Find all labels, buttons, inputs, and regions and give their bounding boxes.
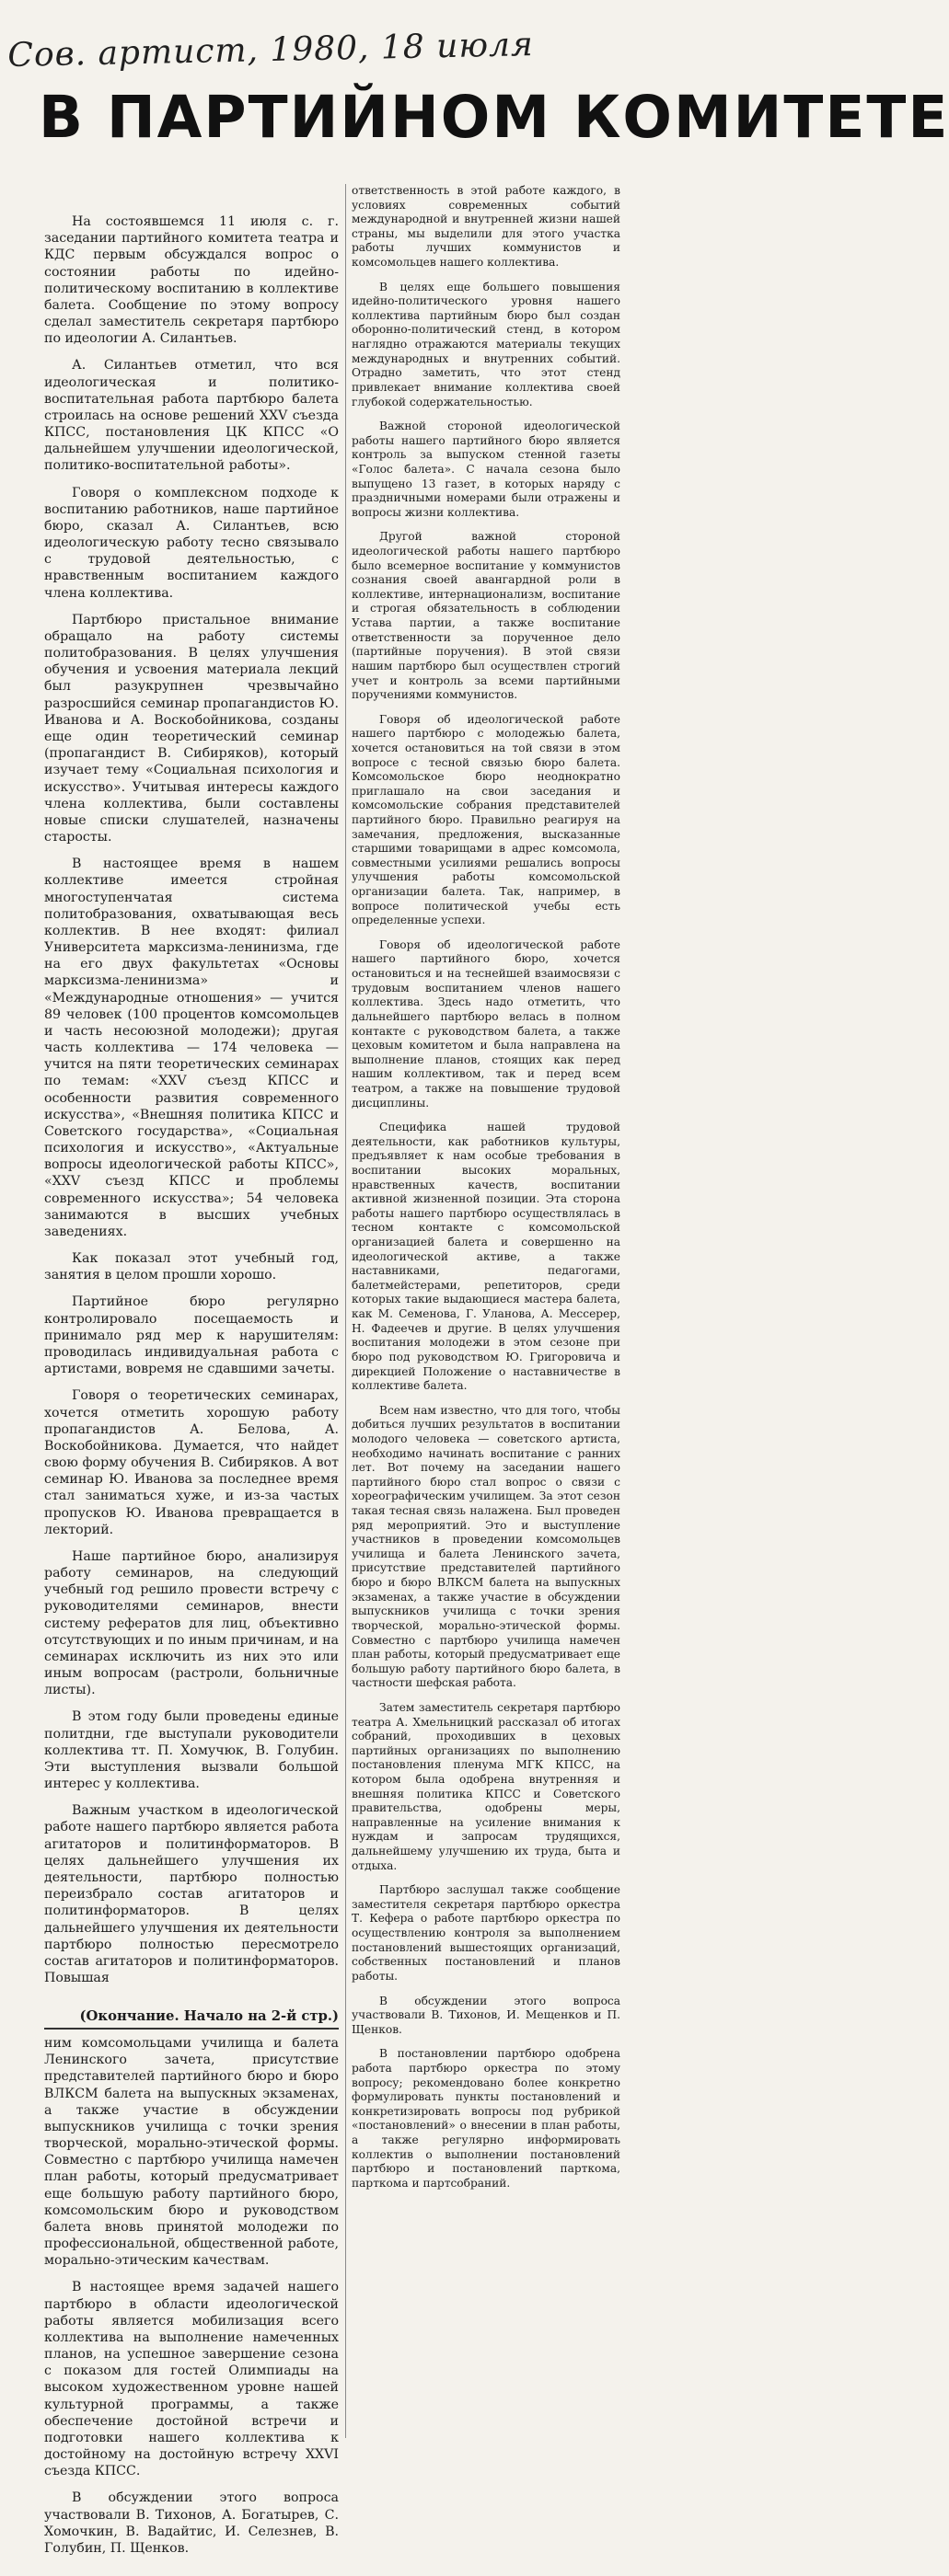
article-headline: В ПАРТИЙНОМ КОМИТЕТЕ [39,84,949,151]
paragraph: Специфика нашей трудовой деятельности, как работников культуры, предъявляет к нам особые требования в воспитании высоких моральных, нравственных качеств, воспитании активной жизненной позиции. Эта сторона работы нашего партбюро осуществлялась в тесном контакте с комсомольской организацией балета и совершенно на идеологической активе, а также наставниками, педагогами, балетмейстерами, репетиторов, среди которых такие выдающиеся мастера балета, как М. Семенова, Г. Уланова, А. Мессерер, Н. Фадеечев и другие. В целях улучшения воспитания молодежи в этом сезоне при бюро под руководством Ю. Григоровича и дирекцией Положение о наставничестве в коллективе балета. [352,1121,620,1393]
article-column-bottom-left [44,2035,339,2556]
paragraph: В настоящее время задачей нашего партбюро в области идеологической работы является мобилизация всего коллектива на выполнение намеченных планов, на успешное завершение сезона с показом для гостей Олимпиады на высоком художественном уровне нашей культурной программы, а также обеспечение достойной встречи и подготовки нашего коллектива к достойному на достойную встречу XXVI съезда КПСС. [44,2280,339,2479]
paragraph: А. Силантьев отметил, что вся идеологическая и политико-воспитательная работа партбюро балета строилась на основе решений XXV съезда КПСС, постановления ЦК КПСС «О дальнейшем улучшении идеологической, политико-воспитательной работы». [44,358,339,474]
paragraph: Говоря об идеологической работе нашего партийного бюро, хочется остановиться и на теснейшей взаимосвязи с трудовым воспитанием членов нашего коллектива. Здесь надо отметить, что дальнейшего партбюро велась в полном контакте с руководством балета, а также цеховым комитетом и была направлена на выполнение планов, стоящих как перед нашим коллективом, так и перед всем театром, а также на повышение трудовой дисциплины. [352,937,620,1110]
paragraph: Говоря о комплексном подходе к воспитанию работников, наше партийное бюро, сказал А. Силантьев, всю идеологическую работу тесно связывало с трудовой деятельностью, с нравственным воспитанием каждого члена коллектива. [44,485,339,601]
paragraph: В целях еще большего повышения идейно-политического уровня нашего коллектива партийным бюро был создан оборонно-политический стенд, в котором наглядно отражаются материалы текущих международных и внутренних событий. Отрадно заметить, что этот стенд привлекает внимание коллектива своей глубокой содержательностью. [352,280,620,408]
paragraph: В обсуждении этого вопроса участвовали В. Тихонов, И. Мещенков и П. Щенков. [352,1994,620,2036]
paragraph: Важным участком в идеологической работе нашего партбюро является работа агитаторов и политинформаторов. В целях дальнейшего улучшения их деятельности, партбюро полностью переизбрало состав агитаторов и политинформаторов. В целях дальнейшего улучшения их деятельности партбюро полностью пересмотрело состав агитаторов и политинформаторов. Повышая [44,1803,339,1986]
paragraph: Как показал этот учебный год, занятия в целом прошли хорошо. [44,1251,339,1283]
paragraph: Партбюро пристальное внимание обращало на работу системы политобразования. В целях улучшения обучения и усвоения материала лекций был разукрупнен чрезвычайно разросшийся семинар пропагандистов Ю. Иванова и А. Воскобойникова, созданы еще один теоретический семинар (пропагандист В. Сибиряков), который изучает тему «Социальная психология и искусство». Учитывая интересы каждого члена коллектива, были составлены новые списки слушателей, назначены старосты. [44,612,339,845]
paragraph: На состоявшемся 11 июля с. г. заседании партийного комитета театра и КДС первым обсуждался вопрос о состоянии работы по идейно-политическому воспитанию в коллективе балета. Сообщение по этому вопросу сделал заместитель секретаря партбюро по идеологии А. Силантьев. [44,214,339,347]
paragraph: Затем заместитель секретаря партбюро театра А. Хмельницкий рассказал об итогах собраний, проходивших в цеховых партийных организациях по выполнению постановления пленума МГК КПСС, на котором была одобрена внутренняя и внешняя политика КПСС и Советского правительства, одобрены меры, направленные на усиление внимания к нуждам и запросам трудящихся, дальнейшему улучшению их труда, быта и отдыха. [352,1700,620,1872]
continuation-note: (Окончание. Начало на 2-й стр.) [79,2008,339,2024]
paragraph: Всем нам известно, что для того, чтобы добиться лучших результатов в воспитании молодого человека — советского артиста, необходимо начинать воспитание с ранних лет. Вот почему на заседании нашего партийного бюро стал вопрос о связи с хореографическим училищем. За этот сезон такая тесная связь налажена. Был проведен ряд мероприятий. Это и выступление участников в проведении комсомольцев училища и балета Ленинского зачета, присутствие представителей партийного бюро и бюро ВЛКСМ балета на выпускных экзаменах, а также участие в обсуждении выпускников училища с точки зрения творческой, морально-этической формы. Совместно с партбюро училища намечен план работы, который предусматривает еще большую работу партийного бюро балета, в частности шефская работа. [352,1403,620,1690]
handwritten-date-note: Сов. артист, 1980, 18 июля [7,26,535,75]
paragraph: Говоря об идеологической работе нашего партбюро с молодежью балета, хочется остановиться на той связи в этом вопросе с тесной связью бюро балета. Комсомольское бюро неоднократно приглашало на свои заседания и комсомольские собрания представителей партийного бюро. Правильно реагируя на замечания, предложения, высказанные старшими товарищами в адрес комсомола, совместными усилиями решались вопросы улучшения работы комсомольской организации балета. Так, например, в вопросе политической учебы есть определенные успехи. [352,712,620,927]
paragraph: В этом году были проведены единые политдни, где выступали руководители коллектива тт. П. Хомучюк, В. Голубин. Эти выступления вызвали большой интерес у коллектива. [44,1709,339,1792]
paragraph: Партийное бюро регулярно контролировало посещаемость и принимало ряд мер к нарушителям: проводилась индивидуальная работа с артистами, вовремя не сдавшими зачеты. [44,1294,339,1377]
article-column-right [352,184,620,2194]
paragraph: Говоря о теоретических семинарах, хочется отметить хорошую работу пропагандистов А. Белова, А. Воскобойникова. Думается, что найдет свою форму обучения В. Сибиряков. А вот семинар Ю. Иванова за последнее время стал заниматься хуже, и из-за частых пропусков Ю. Иванова превращается в лекторий. [44,1388,339,1537]
paragraph: Партбюро заслушал также сообщение заместителя секретаря партбюро оркестра Т. Кефера о работе партбюро оркестра по осуществлению контроля за выполнением постановлений вышестоящих организаций, собственных постановлений и планов работы. [352,1883,620,1983]
paragraph: ним комсомольцами училища и балета Ленинского зачета, присутствие представителей партийного бюро и бюро ВЛКСМ балета на выпускных экзаменах, а также участие в обсуждении выпускников училища с точки зрения творческой, морально-этической формы. Совместно с партбюро училища намечен план работы, который предусматривает еще большую работу партийного бюро, комсомольским бюро и руководством балета вновь принятой молодежи по профессиональной, общественной работе, морально-этическим качествам. [44,2036,339,2269]
column-divider [345,184,346,2438]
paragraph: Другой важной стороной идеологической работы нашего партбюро было всемерное воспитание у коммунистов сознания своей авангардной роли в коллективе, интернационализм, воспитание и строгая обязательность в соблюдении Устава партии, а также воспитание ответственности за порученное дело (партийные поручения). В этой связи нашим партбюро был осуществлен строгий учет и контроль за всеми партийными поручениями коммунистов. [352,530,620,702]
paragraph: В постановлении партбюро одобрена работа партбюро оркестра по этому вопросу; рекомендовано более конкретно формулировать пункты постановлений и конкретизировать вопросы под рубрикой «постановлений» о внесении в план работы, а также регулярно информировать коллектив о выполнении постановлений партбюро и постановлений парткома, парткома и партсобраний. [352,2047,620,2190]
section-rule [44,2028,339,2030]
article-column-top-left [44,213,339,2006]
paragraph: ответственность в этой работе каждого, в условиях современных событий международной и внутренней жизни нашей страны, мы выделили для этого участка работы лучших коммунистов и комсомольцев нашего коллектива. [352,184,620,270]
paragraph: Наше партийное бюро, анализируя работу семинаров, на следующий учебный год решило провести встречу с руководителями семинаров, внести систему рефератов для лиц, объективно отсутствующих и по иным причинам, и на семинарах исключить из них это или иным вопросам (растроли, больничные листы). [44,1548,339,1698]
paragraph: Важной стороной идеологической работы нашего партийного бюро является контроль за выпуском стенной газеты «Голос балета». С начала сезона было выпущено 13 газет, в которых наряду с праздничными номерами были отражены и вопросы жизни коллектива. [352,420,620,519]
paragraph: В обсуждении этого вопроса участвовали В. Тихонов, А. Богатырев, С. Хомочкин, В. Вадайтис, И. Селезнев, В. Голубин, П. Щенков. [44,2490,339,2556]
paragraph: В настоящее время в нашем коллективе имеется стройная многоступенчатая система политобразования, охватывающая весь коллектив. В нее входят: филиал Университета марксизма-ленинизма, где на его двух факультетах «Основы марксизма-ленинизма» и «Международные отношения» — учится 89 человек (100 процентов комсомольцев и часть несоюзной молодежи); другая часть коллектива — 174 человека — учится на пяти теоретических семинарах по темам: «XXV съезд КПСС и особенности развития современного искусства», «Внешняя политика КПСС и Советского государства», «Социальная психология и искусство», «Актуальные вопросы идеологической работы КПСС», «XXV съезд КПСС и проблемы современного искусства»; 54 человека занимаются в высших учебных заведениях. [44,857,339,1239]
